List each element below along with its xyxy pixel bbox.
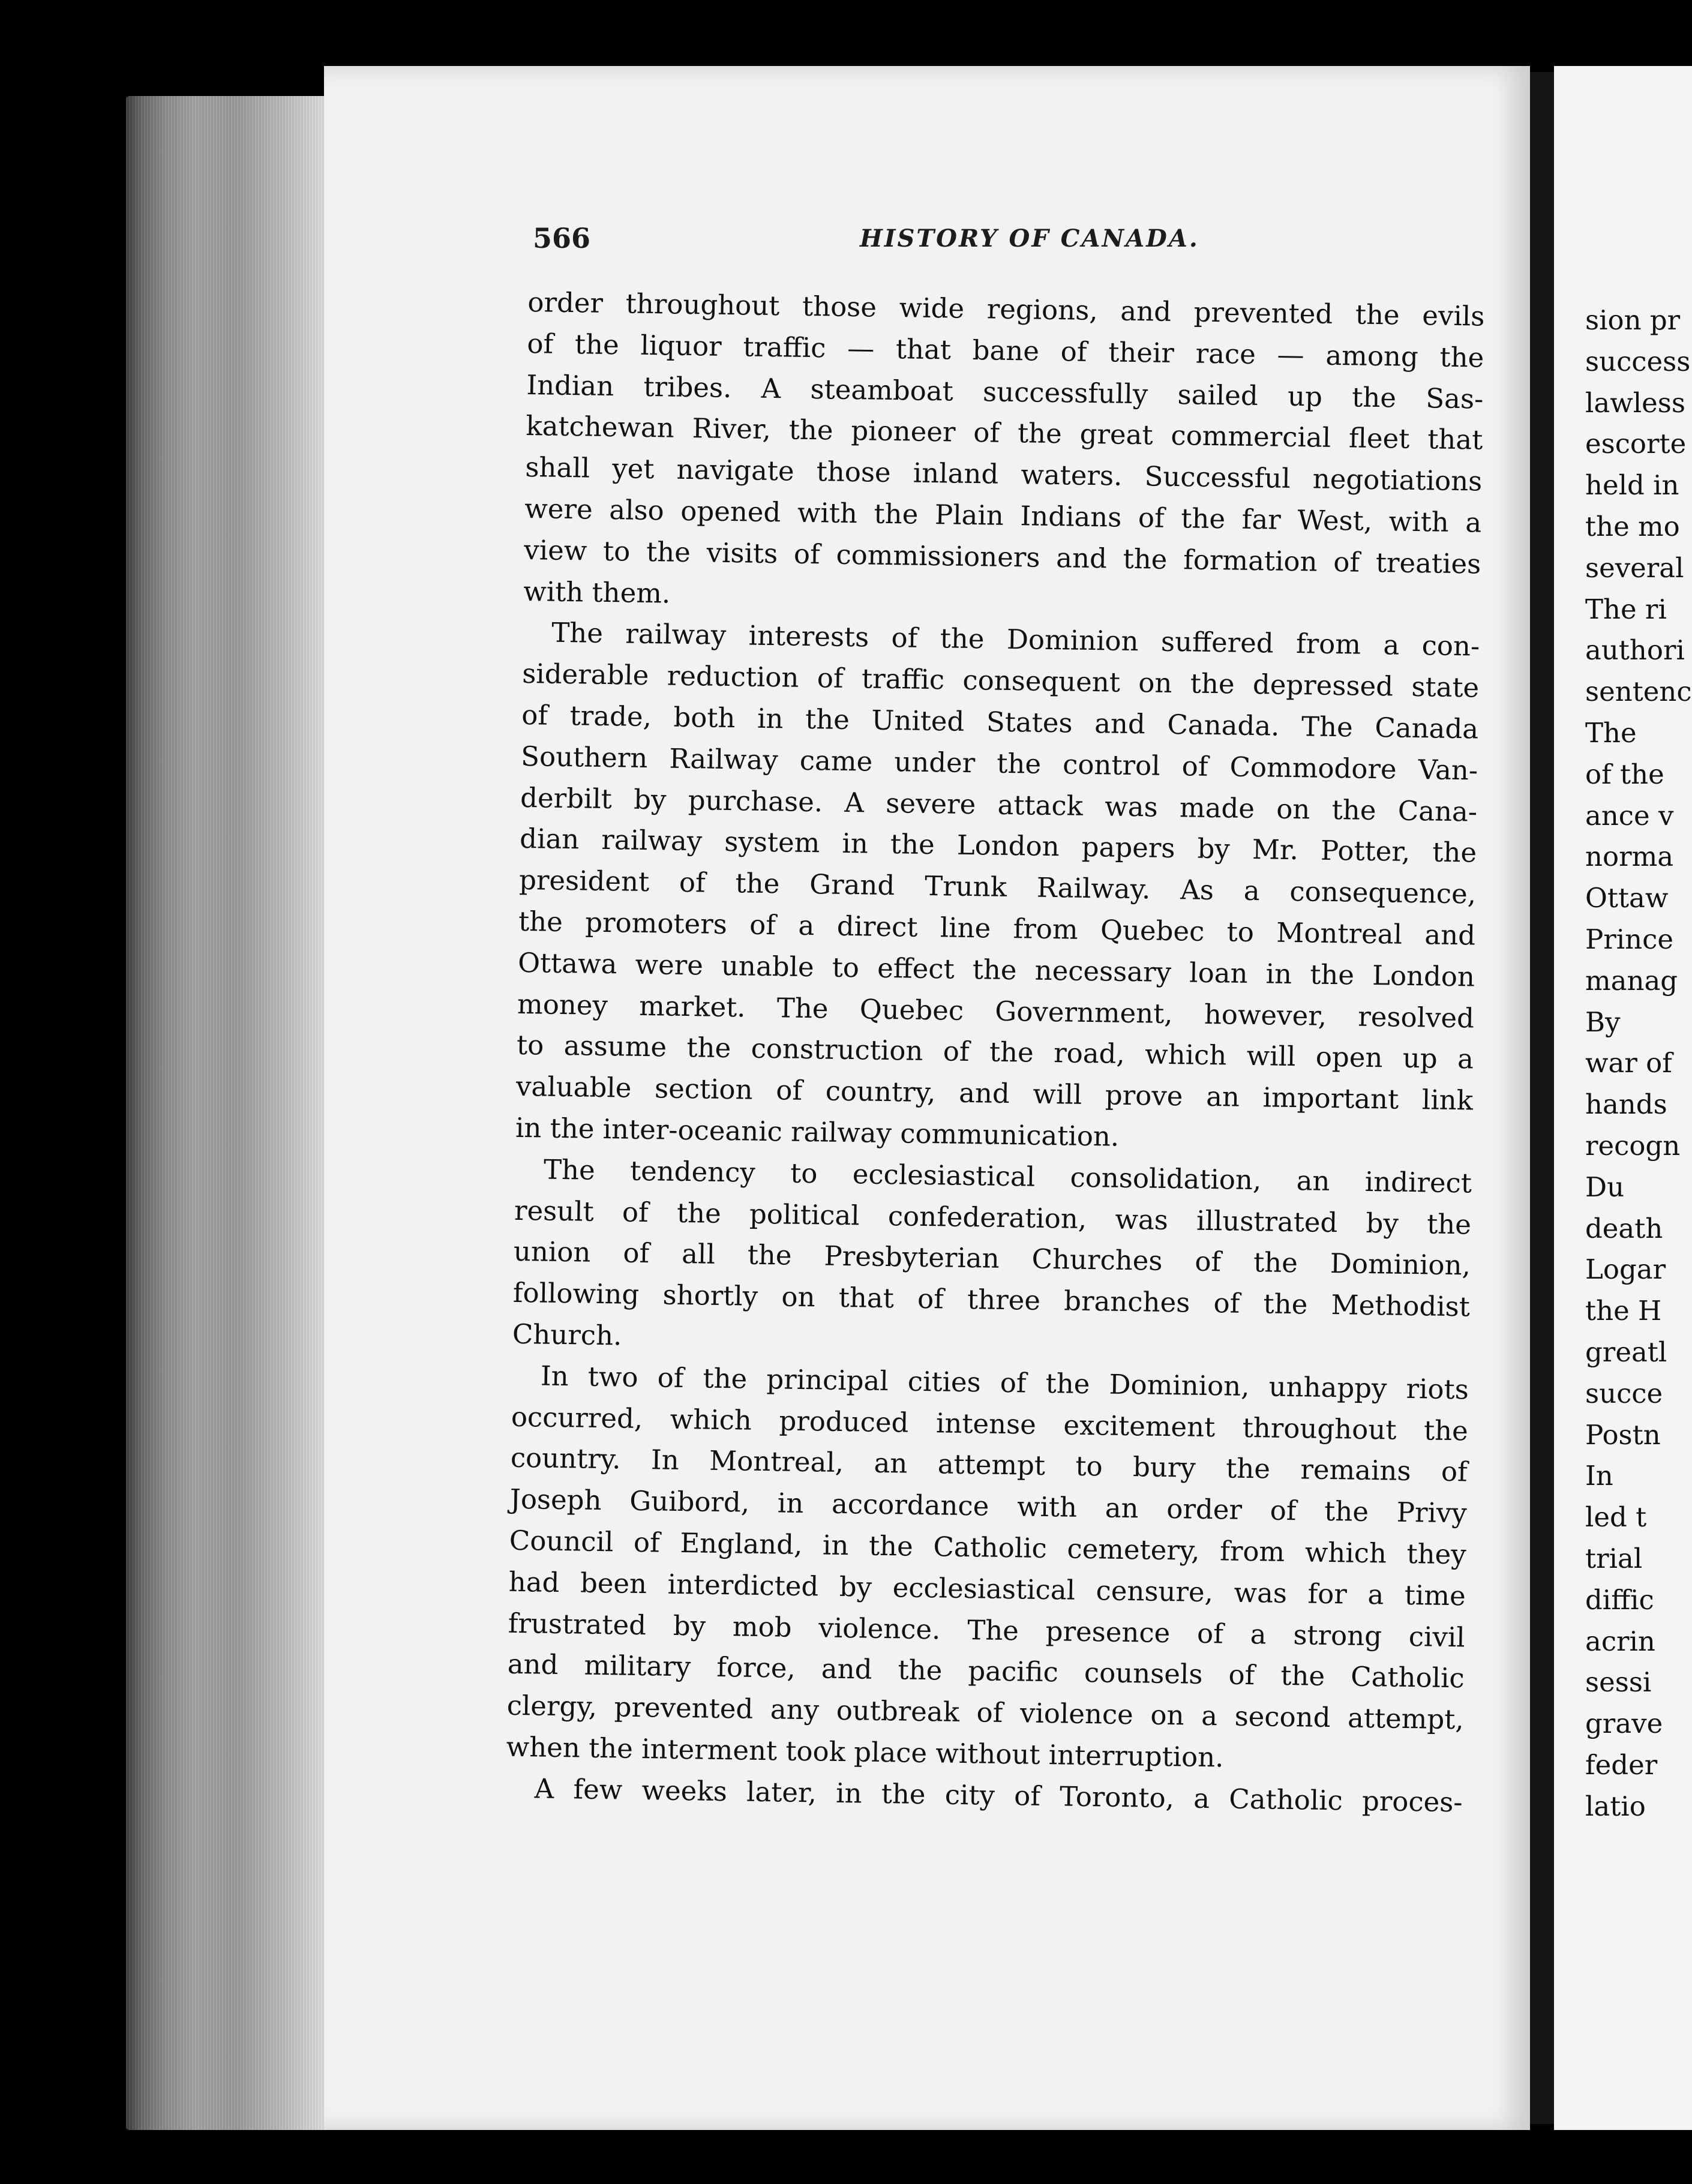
text-line: view to the visits of commissioners and the formation of treaties [523,533,1481,580]
facing-page-line: hands [1585,1088,1667,1121]
facing-page-line: war of [1585,1047,1672,1079]
text-line: The railway interests of the Dominion suffered from a con- [551,617,1480,662]
text-line: Ottawa were unable to effect the necessary loan in the London [517,946,1475,993]
running-head: HISTORY OF CANADA. [860,224,1199,253]
facing-page-line: norma [1585,841,1674,873]
facing-page-line: acrin [1585,1625,1655,1657]
facing-page-text [1585,300,1692,1827]
book-gutter [1530,72,1554,2124]
text-line: frustrated by mob violence. The presence of a strong civil [508,1607,1466,1653]
page-header [533,222,1493,264]
text-line: siderable reduction of traffic consequent on the depressed state [521,658,1480,704]
page-number: 566 [533,222,591,254]
facing-page-line: sentenc [1585,676,1692,708]
facing-page-line: The ri [1585,593,1667,625]
text-line: union of all the Presbyterian Churches of the Dominion, [513,1235,1471,1282]
paragraph [523,282,1485,626]
text-line: of the liquor traffic — that bane of their race — among the [527,327,1484,374]
facing-page-line: Prince [1585,923,1673,955]
facing-page-line: Postn [1585,1418,1661,1451]
facing-page-line: succe [1585,1377,1663,1409]
facing-page-line: trial [1585,1542,1643,1574]
text-line: valuable section of country, and will prove an important link [515,1070,1474,1117]
text-line: shall yet navigate those inland waters. Successful negotiations [525,451,1483,497]
facing-page-line: of the [1585,758,1664,790]
facing-page-line: Logar [1585,1253,1666,1286]
text-line: Southern Railway came under the control of Commodore Van- [520,740,1478,787]
facing-page-line: lawless [1585,386,1685,419]
text-line: country. In Montreal, an attempt to bury the remains of [510,1442,1468,1488]
facing-page-line: death [1585,1212,1663,1244]
text-line: In two of the principal cities of the Dominion, unhappy riots [540,1360,1469,1406]
facing-page-line: Ottaw [1585,882,1669,914]
facing-page-line: the H [1585,1295,1662,1327]
text-line: following shortly on that of three branches of the Methodist [512,1276,1471,1323]
text-line: had been interdicted by ecclesiastical censure, was for a time [508,1565,1466,1612]
paragraph [515,612,1480,1163]
text-line: when the interment took place without interruption. [506,1730,1224,1774]
text-line: dian railway system in the London papers by Mr. Potter, the [519,823,1477,869]
text-line: clergy, prevented any outbreak of violence on a second attempt, [506,1689,1465,1736]
facing-page [1554,66,1692,2130]
body-text [505,282,1485,1823]
facing-page-line: success [1585,345,1691,377]
facing-page-line: diffic [1585,1583,1654,1616]
facing-page-line: sessi [1585,1666,1652,1699]
paragraph [512,1149,1472,1370]
text-line: were also opened with the Plain Indians of the far West, with a [524,492,1482,539]
text-line: Indian tribes. A steamboat successfully sailed up the Sas- [526,368,1484,415]
text-line: of trade, both in the United States and Canada. The Canada [521,698,1479,745]
facing-page-line: latio [1585,1790,1646,1822]
facing-page-line: several [1585,551,1684,584]
text-line: and military force, and the pacific counsels of the Catholic [507,1648,1465,1694]
text-line: Church. [512,1318,622,1352]
facing-page-line: the mo [1585,510,1680,542]
facing-page-line: In [1585,1460,1613,1492]
facing-page-line: led t [1585,1501,1647,1534]
facing-page-line: recogn [1585,1129,1681,1162]
facing-page-line: grave [1585,1708,1663,1740]
book-page-edges [126,96,324,2130]
text-line: occurred, which produced intense excitement throughout the [511,1400,1469,1447]
facing-page-line: manag [1585,964,1678,997]
facing-page-line: Du [1585,1171,1625,1203]
facing-page-line: authori [1585,634,1685,667]
text-line: in the inter-oceanic railway communication. [515,1111,1120,1153]
text-line: the promoters of a direct line from Quebec to Montreal and [518,905,1476,952]
text-line: to assume the construction of the road, which will open up a [516,1029,1474,1075]
facing-page-line: feder [1585,1748,1658,1781]
facing-page-line: greatl [1585,1336,1667,1368]
text-line: order throughout those wide regions, and prevented the evils [527,286,1485,332]
text-line: katchewan River, the pioneer of the great commercial fleet that [526,410,1483,457]
facing-page-line: sion pr [1585,304,1681,336]
facing-page-line: ance v [1585,799,1674,832]
facing-page-line: The [1585,716,1637,749]
text-line: Council of England, in the Catholic cemetery, from which they [509,1524,1467,1571]
facing-page-line: held in [1585,469,1679,502]
text-line: The tendency to ecclesiastical consolidation, an indirect [543,1153,1472,1199]
text-line: with them. [523,575,671,610]
text-line: result of the political confederation, was illustrated by the [514,1194,1472,1241]
text-line: derbilt by purchase. A severe attack was made on the Cana- [520,781,1478,828]
facing-page-line: By [1585,1006,1621,1038]
paragraph [506,1355,1469,1783]
text-line: Joseph Guibord, in accordance with an order of the Privy [509,1483,1468,1529]
text-line: president of the Grand Trunk Railway. As a consequence, [518,864,1477,910]
text-line: A few weeks later, in the city of Toronto, a Catholic proces- [534,1772,1463,1819]
facing-page-line: escorte [1585,428,1687,460]
text-line: money market. The Quebec Government, however, resolved [517,988,1475,1034]
